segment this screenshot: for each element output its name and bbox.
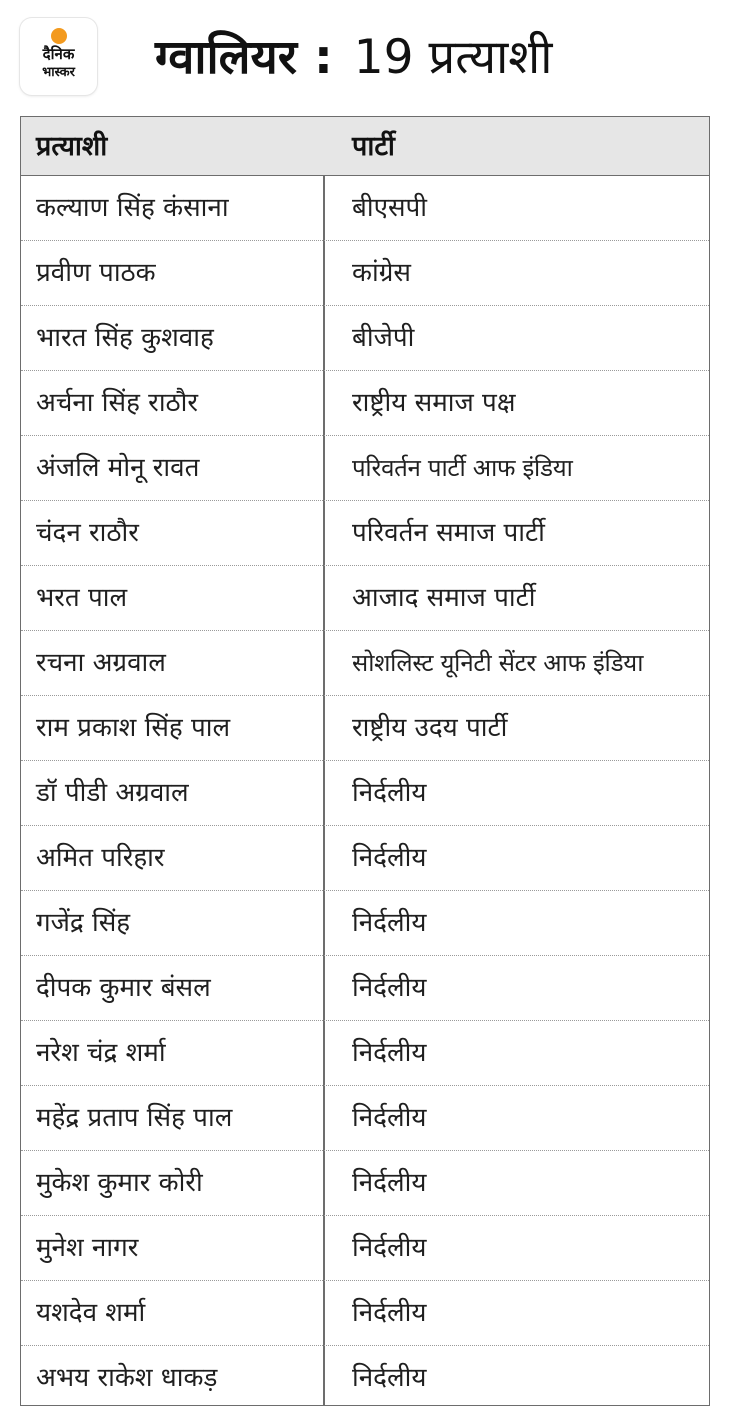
candidate-name: मुनेश नागर [36, 1233, 139, 1263]
candidate-name: मुकेश कुमार कोरी [36, 1168, 203, 1198]
party-name: निर्दलीय [352, 973, 427, 1003]
table-row [21, 1346, 709, 1411]
party-name: निर्दलीय [352, 1298, 427, 1328]
table-row [21, 1216, 709, 1281]
candidates-table [20, 116, 710, 1406]
party-name: निर्दलीय [352, 1038, 427, 1068]
candidate-name: रचना अग्रवाल [36, 648, 166, 678]
party-name: राष्ट्रीय समाज पक्ष [352, 388, 516, 418]
sun-icon [51, 28, 67, 44]
table-row [21, 436, 709, 501]
candidate-name: कल्याण सिंह कंसाना [36, 193, 229, 223]
party-name: आजाद समाज पार्टी [352, 583, 536, 613]
party-name: निर्दलीय [352, 778, 427, 808]
candidate-name: चंदन राठौर [36, 518, 139, 548]
candidate-name: भरत पाल [36, 583, 128, 613]
table-row [21, 696, 709, 761]
table-row [21, 956, 709, 1021]
table-row [21, 1281, 709, 1346]
table-row [21, 826, 709, 891]
party-name: निर्दलीय [352, 1168, 427, 1198]
candidate-name: राम प्रकाश सिंह पाल [36, 713, 231, 743]
table-row [21, 566, 709, 631]
party-name: कांग्रेस [352, 258, 411, 288]
candidate-name: महेंद्र प्रताप सिंह पाल [36, 1103, 233, 1133]
table-row [21, 631, 709, 696]
table-row [21, 501, 709, 566]
table-row [21, 1151, 709, 1216]
party-name: निर्दलीय [352, 1103, 427, 1133]
title-city: ग्वालियर [155, 30, 298, 85]
header-candidate: प्रत्याशी [36, 131, 108, 162]
party-name: बीजेपी [352, 323, 415, 353]
page-title [155, 28, 552, 88]
table-header-row [21, 117, 709, 176]
party-name: सोशलिस्ट यूनिटी सेंटर आफ इंडिया [352, 649, 644, 677]
table-row [21, 176, 709, 241]
title-candidate-count: 19 प्रत्याशी [353, 30, 553, 85]
candidate-name: अमित परिहार [36, 843, 165, 873]
party-name: निर्दलीय [352, 1233, 427, 1263]
candidate-name: अभय राकेश धाकड़ [36, 1363, 218, 1393]
party-name: निर्दलीय [352, 843, 427, 873]
candidate-name: डॉ पीडी अग्रवाल [36, 778, 189, 808]
party-name: राष्ट्रीय उदय पार्टी [352, 713, 508, 743]
table-row [21, 1086, 709, 1151]
candidate-name: नरेश चंद्र शर्मा [36, 1038, 166, 1068]
table-row [21, 1021, 709, 1086]
party-name: निर्दलीय [352, 1363, 427, 1393]
party-name: परिवर्तन पार्टी आफ इंडिया [352, 454, 573, 482]
logo-text-line2: भास्कर [42, 65, 75, 80]
party-name: बीएसपी [352, 193, 428, 223]
candidate-name: दीपक कुमार बंसल [36, 973, 211, 1003]
party-name: निर्दलीय [352, 908, 427, 938]
candidate-name: अंजलि मोनू रावत [36, 453, 200, 483]
logo-text-line1: दैनिक [42, 45, 75, 63]
header-party: पार्टी [352, 131, 395, 162]
table-row [21, 761, 709, 826]
candidate-name: अर्चना सिंह राठौर [36, 388, 199, 418]
table-row [21, 371, 709, 436]
candidate-name: यशदेव शर्मा [36, 1298, 146, 1328]
candidate-name: भारत सिंह कुशवाह [36, 323, 214, 353]
table-row [21, 306, 709, 371]
candidate-name: गजेंद्र सिंह [36, 908, 131, 938]
candidate-name: प्रवीण पाठक [36, 258, 156, 288]
title-separator: : [314, 30, 333, 85]
table-row [21, 241, 709, 306]
party-name: परिवर्तन समाज पार्टी [352, 518, 545, 548]
table-row [21, 891, 709, 956]
dainik-bhaskar-logo [20, 18, 97, 95]
header [0, 0, 730, 115]
